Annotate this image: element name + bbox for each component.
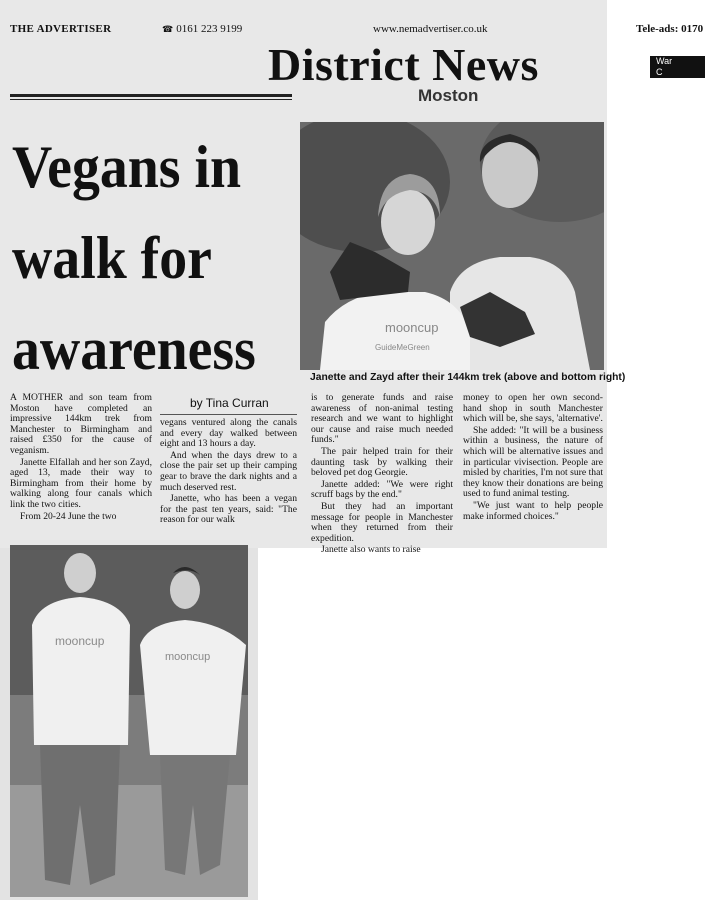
- col1-para-3: From 20-24 June the two: [20, 510, 117, 522]
- col3-para-1: is to generate funds and raise awareness of non-animal testing research and we want to highlight our cause and raise much needed funds.": [311, 392, 453, 446]
- byline-rule: [160, 414, 297, 415]
- divider-rule-bottom: [10, 99, 292, 100]
- col3-para-5: Janette also wants to raise: [321, 544, 421, 556]
- phone-icon: ☎: [162, 24, 174, 34]
- top-shirt-logo-2: GuideMeGreen: [375, 343, 430, 352]
- divider-rule-top: [10, 94, 292, 97]
- photo-illustration: [300, 122, 604, 370]
- photo-mother-and-son-with-boots: [300, 122, 604, 370]
- article-column-2: [160, 418, 297, 527]
- phone-text: 0161 223 9199: [176, 23, 243, 35]
- col3-para-3: Janette added: "We were right scruff bags by the end.": [311, 478, 453, 501]
- box-text-1: War: [656, 56, 673, 66]
- col2-para-2: And when the days drew to a close the pair set up their camping gear to brave the dark nights and a much deserved rest.: [160, 449, 297, 493]
- article-column-4: [463, 393, 603, 523]
- headline-line-1: Vegans in: [12, 134, 241, 200]
- col3-para-2: The pair helped train for their daunting task by walking their beloved pet dog Georgie.: [311, 445, 453, 479]
- col3-para-4: But they had an important message for people in Manchester when they returned from their expedition.: [311, 500, 453, 544]
- phone-number: [162, 23, 242, 35]
- col4-para-2: She added: "It will be a business within a business, the nature of which will be alternative issues and in particular vivisection. People are misled by charities, I'm not sure that they know their donations are being used to fund animal testing.: [463, 424, 603, 500]
- website-url: www.nemadvertiser.co.uk: [373, 23, 488, 35]
- col2-para-1: vegans ventured along the canals and every day walked between eight and 13 hours a day.: [160, 417, 297, 450]
- photo-mother-and-son-walking: [10, 545, 248, 897]
- headline-line-2: walk for: [12, 225, 212, 291]
- article-column-3: [311, 393, 453, 557]
- photo-illustration-2: [10, 545, 248, 897]
- box-text-2: C: [656, 67, 663, 77]
- col1-para-1: A MOTHER and son team from Moston have completed an impressive 144km trek from Manchester to Birmingham and raised £350 for the cause of veganism.: [10, 392, 152, 456]
- section-subtitle: Moston: [418, 86, 479, 105]
- article-column-1: [10, 393, 152, 523]
- photo-caption: Janette and Zayd after their 144km trek (above and bottom right): [310, 372, 626, 383]
- section-title: District News: [268, 39, 539, 90]
- article-byline: by Tina Curran: [190, 396, 269, 410]
- scan-blank-area: [607, 90, 705, 900]
- col4-para-1: money to open her own second-hand shop in south Manchester which will be, she says, 'alternative'.: [463, 392, 603, 425]
- bottom-shirt-logo-1: mooncup: [55, 634, 105, 648]
- article-headline: [12, 122, 277, 395]
- header-black-box: [650, 56, 705, 78]
- headline-line-3: awareness: [12, 316, 256, 382]
- bottom-shirt-logo-2: mooncup: [165, 651, 211, 663]
- col4-para-3: "We just want to help people make informed choices.": [463, 499, 603, 522]
- paper-name: THE ADVERTISER: [10, 23, 112, 35]
- teleads-number: Tele-ads: 0170: [636, 23, 704, 35]
- col2-para-3: Janette, who has been a vegan for the past ten years, said: "The reason for our walk: [160, 493, 297, 526]
- top-shirt-logo: mooncup: [385, 320, 439, 335]
- col1-para-2: Janette Elfallah and her son Zayd, aged 13, made their way to Birmingham from their home by walking along four canals which link the two cities.: [10, 456, 152, 510]
